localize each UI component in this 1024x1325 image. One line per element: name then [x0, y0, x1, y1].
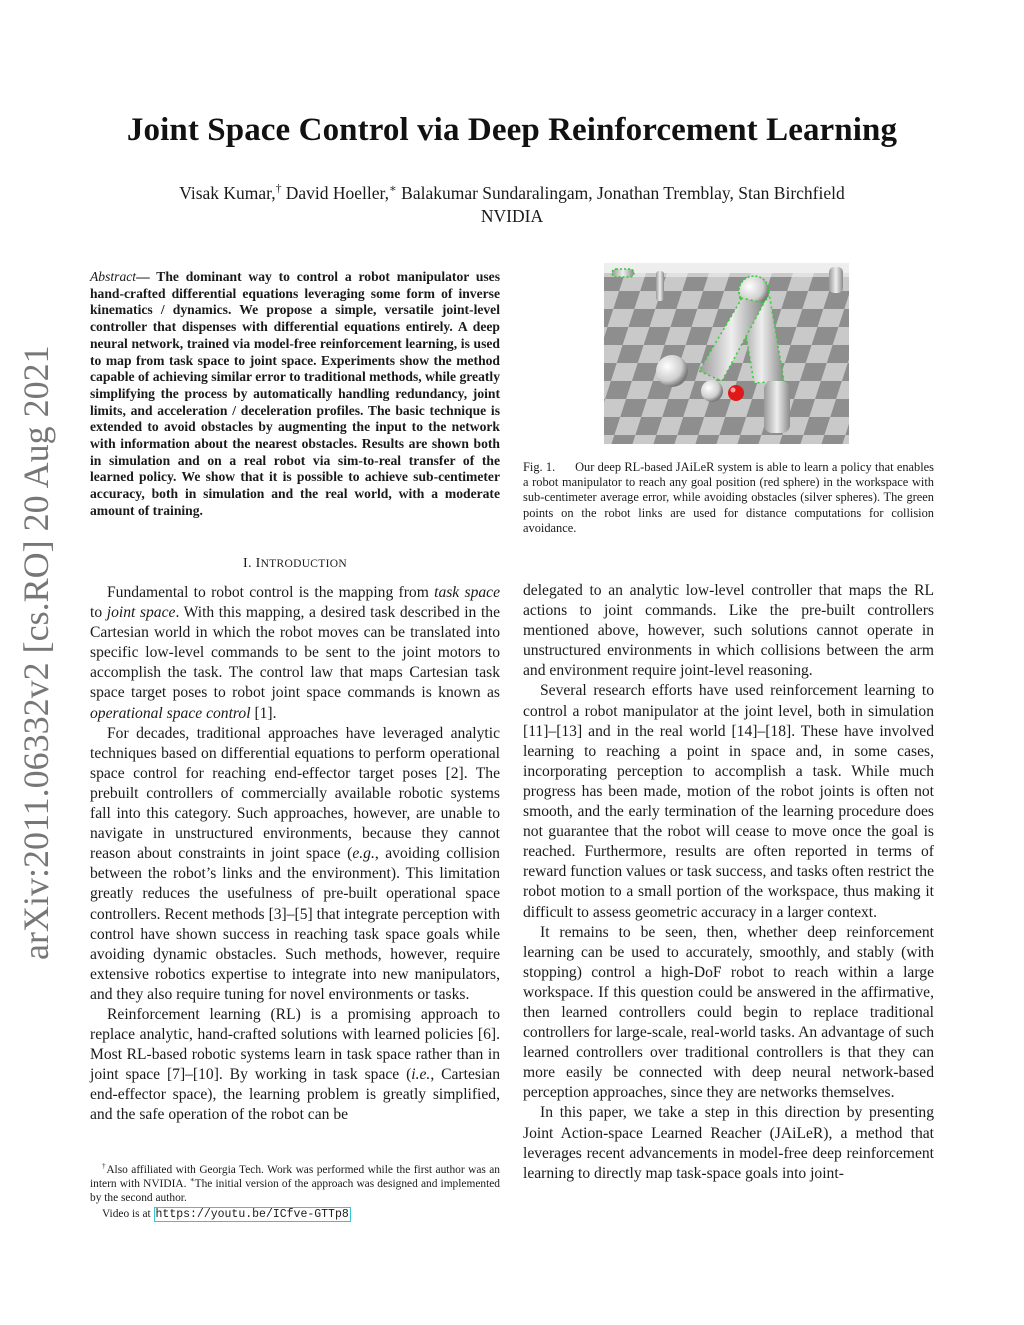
abstract-lead: Abstract: [90, 269, 137, 284]
footnote-affiliation: †Also affiliated with Georgia Tech. Work was performed while the first author was an intern with NVIDIA. ∗The initial version of the approach was designed and implemented by the second author.: [90, 1161, 501, 1204]
figure-caption: [523, 460, 934, 536]
right-paragraph-4: In this paper, we take a step in this direction by presenting Joint Action-space Learned Reacher (JAiLeR), a method that leverages recent advancements in model-free deep reinforcement learning to directly map task-space goals into joint-: [523, 1104, 934, 1182]
footnote-video: Video is at https://youtu.be/ICfve-GTTp8: [102, 1208, 349, 1221]
author-1-mark: †: [275, 183, 282, 196]
other-authors: Balakumar Sundaralingam, Jonathan Tremblay, Stan Birchfield: [396, 183, 845, 203]
author-2-mark: ∗: [389, 183, 397, 196]
arxiv-identifier: arXiv:2011.06332v2 [cs.RO] 20 Aug 2021: [16, 345, 56, 960]
section-title-rest: NTRODUCTION: [260, 558, 347, 570]
left-column-body: [90, 583, 500, 1126]
abstract: [90, 269, 500, 520]
author-list: [0, 183, 1024, 204]
author-1: Visak Kumar,: [179, 183, 276, 203]
footnote: [90, 1163, 500, 1222]
right-paragraph-2: Several research efforts have used reinforcement learning to control a robot manipulator at the joint level, both in simulation [11]–[13] and in the real world [14]–[18]. These have involved learning to reaching a point in space and, in some cases, incorporating perception to accomplish a task. While much progress has been made, motion of the robot joints is often not smooth, and the early termination of the learning procedure does not guarantee that the robot will cease to move once the goal is reached. Furthermore, results are often reported in terms of reward function values or task success, and tasks often restrict the robot motion to a small portion of the workspace, thus making it difficult to assess geometric accuracy in a larger context.: [523, 682, 934, 921]
video-link[interactable]: https://youtu.be/ICfve-GTTp8: [155, 1208, 349, 1221]
abstract-dash: —: [136, 269, 157, 284]
intro-paragraph-2: For decades, traditional approaches have leveraged analytic techniques based on differential equations to perform operational space control for reaching end-effector target poses [2]. The prebuilt controllers of commercially available robotic systems fall into this category. Such approaches, however, are unable to navigate in unstructured environments, because they cannot reason about constraints in joint space (e.g., avoiding collision between the robot’s links and the environment). This limitation greatly reduces the usefulness of pre-built operational space controllers. Recent methods [3]–[5] that integrate perception with control have shown success in reaching task space goals while avoiding dynamic obstacles. Such methods, however, require extensive robotics expertise to integrate into new manipulators, and they also require tuning for novel environments or tasks.: [90, 724, 500, 1003]
right-column-body: [523, 581, 934, 1184]
paper-title: Joint Space Control via Deep Reinforcement Learning: [126, 112, 898, 148]
figure-caption-text: Our deep RL-based JAiLeR system is able to learn a policy that enables a robot manipulator to reach any goal position (red sphere) in the workspace with sub-centimeter average error, while avoiding obstacles (silver spheres). The green points on the robot links are used for distance computations for collision avoidance.: [523, 460, 934, 535]
right-paragraph-1: delegated to an analytic low-level controller that maps the RL actions to joint commands. Like the pre-built controllers mentioned above, however, such solutions cannot operate in unstructured environments in which collisions between the arm and environment require joint-level reasoning.: [523, 582, 934, 680]
affiliation: NVIDIA: [480, 206, 544, 226]
author-2: David Hoeller,: [281, 183, 390, 203]
intro-paragraph-3: Reinforcement learning (RL) is a promising approach to replace analytic, hand-crafted solutions with learned policies [6]. Most RL-based robotic systems learn in task space rather than in joint space [7]–[10]. By working in task space (i.e., Cartesian end-effector space), the learning problem is greatly simplified, and the safe operation of the robot can be: [90, 1005, 500, 1124]
section-heading-introduction: [90, 556, 500, 572]
abstract-text: The dominant way to control a robot manipulator uses hand-crafted differential equations leveraging some form of inverse kinematics / dynamics. We propose a simple, versatile joint-level controller that dispenses with differential equations entirely. A deep neural network, trained via model-free reinforcement learning, is used to map from task space to joint space. Experiments show the method capable of achieving similar error to traditional methods, while greatly simplifying the process by automatically handling redundancy, joint limits, and acceleration / deceleration profiles. The basic technique is extended to avoid obstacles by augmenting the input to the network with information about the nearest obstacles. Results are shown both in simulation and on a real robot via sim-to-real transfer of the learned policy. We show that it is possible to achieve sub-centimeter accuracy, both in simulation and the real world, with a moderate amount of training.: [90, 269, 501, 518]
right-paragraph-3: It remains to be seen, then, whether deep reinforcement learning can be used to accurately, smoothly, and stably (with stopping) control a high-DoF robot to reach within a large workspace. If this question could be answered in the affirmative, then learned controllers could begin to replace traditional controllers for large-scale, real-world tasks. An advantage of such learned controllers over traditional controllers is that they can more easily be connected with deep neural network-based perception approaches, since they are networks themselves.: [523, 923, 934, 1102]
figure-label: Fig. 1.: [523, 460, 556, 474]
figure-robot-render: [604, 263, 849, 444]
section-number: I.: [243, 556, 256, 571]
intro-paragraph-1: Fundamental to robot control is the mapping from task space to joint space. With this mapping, a desired task described in the Cartesian world in which the robot moves can be translated into specific low-level commands to be sent to the joint motors to accomplish the task. The control law that maps Cartesian task space target poses to robot joint space commands is known as operational space control [1].: [90, 584, 500, 722]
section-title-initial: I: [255, 556, 261, 571]
